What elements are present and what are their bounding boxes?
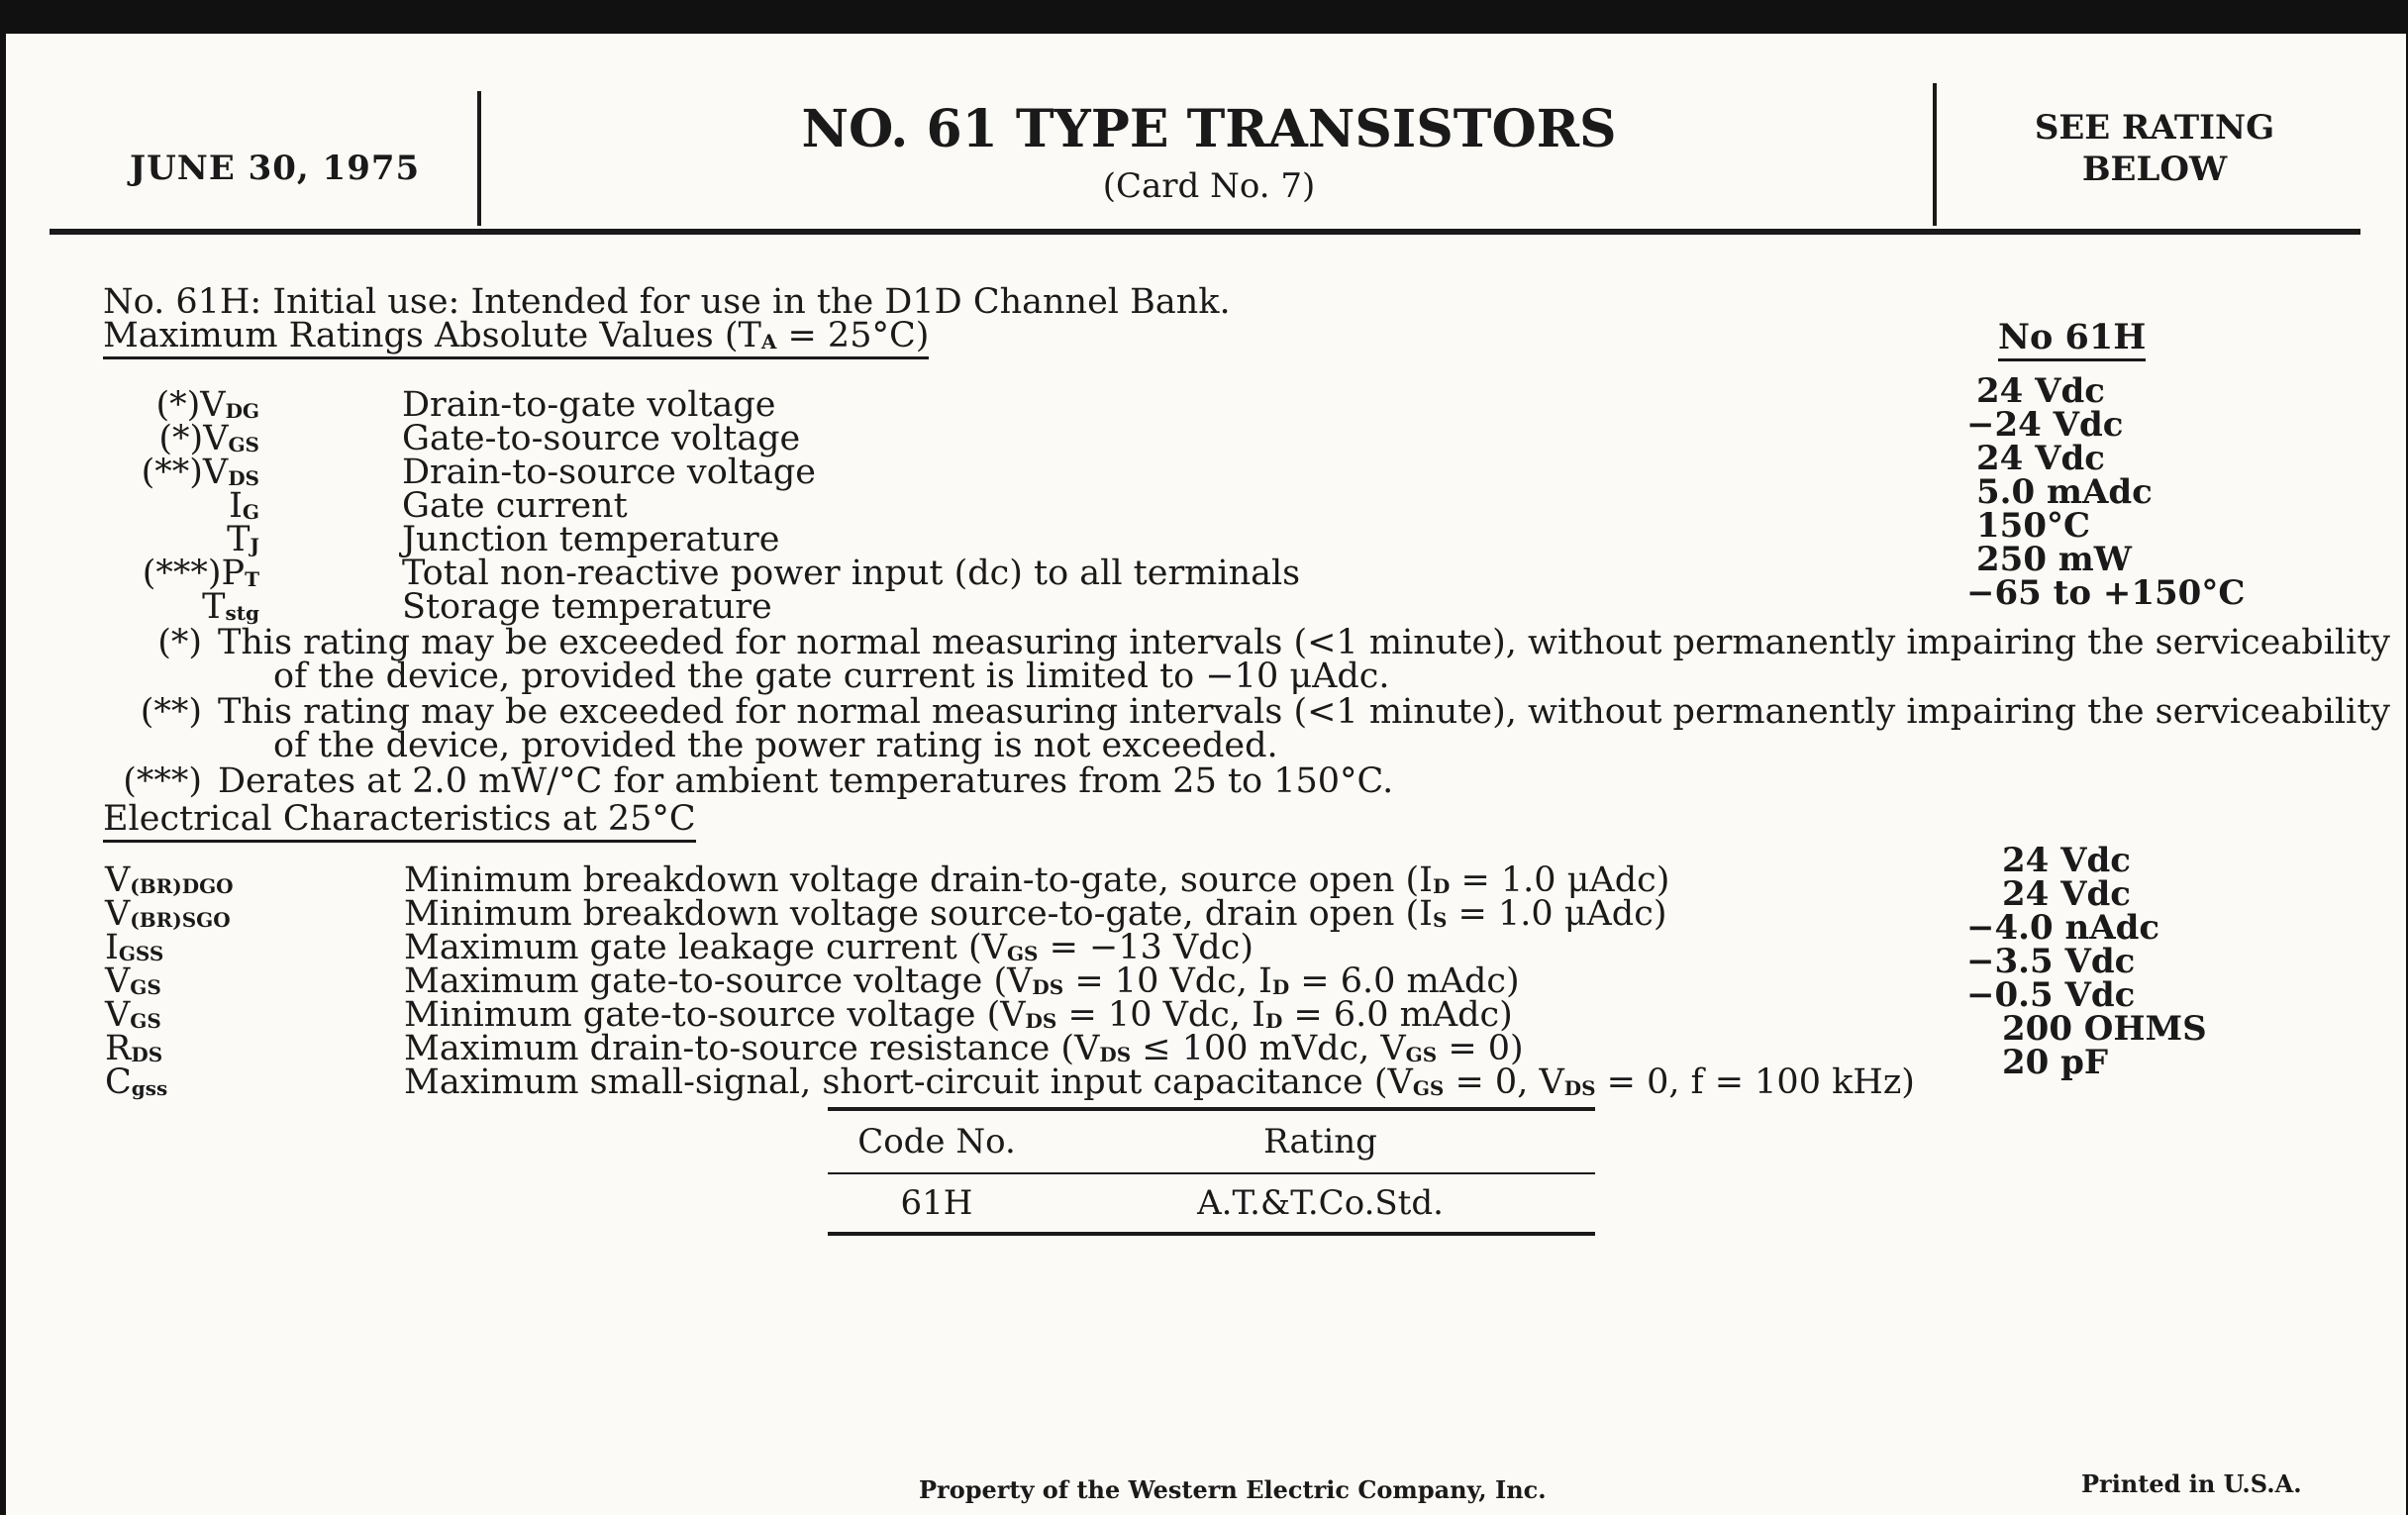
column-header-61h [1998, 317, 2147, 357]
electrical-value: 24 Vdc [2002, 841, 2132, 880]
electrical-symbol: $V_{(BR)SGO}$ [105, 894, 231, 934]
max-rating-desc: Total non-reactive power input (dc) to all terminals [402, 554, 1301, 593]
column-header-text: No 61H [1998, 317, 2146, 361]
note-text: Derates at 2.0 mW/°C for ambient temperatures from 25 to 150°C. [218, 761, 1394, 801]
note-mark: (**) [140, 692, 202, 732]
max-rating-symbol: $(**)V_{DS}$ [141, 453, 259, 492]
note-mark: (*) [157, 623, 202, 662]
property-footer: Property of the Western Electric Company, Inc. [919, 1475, 1547, 1504]
max-rating-symbol: $I_G$ [229, 486, 259, 526]
spec-card [6, 34, 2406, 1515]
table-row [828, 1173, 1595, 1234]
max-rating-desc: Storage temperature [402, 587, 772, 627]
max-rating-value: −24 Vdc [1966, 405, 2124, 445]
max-rating-value: 5.0 mAdc [1976, 472, 2153, 512]
electrical-value: 20 pF [2002, 1043, 2109, 1082]
electrical-desc: Maximum small-signal, short-circuit input capacitance ($V_{GS} = 0$, $V_{DS} = 0$, f = 100 kHz) [404, 1062, 1915, 1102]
printed-footer: Printed in U.S.A. [2081, 1469, 2302, 1498]
note-text: This rating may be exceeded for normal measuring intervals (<1 minute), without permanently impairing the serviceability [218, 692, 2391, 732]
max-rating-desc: Junction temperature [402, 520, 780, 559]
intro-line: No. 61H: Initial use: Intended for use in the D1D Channel Bank. [103, 282, 1231, 322]
max-rating-symbol: $T_{stg}$ [202, 587, 259, 627]
max-rating-desc: Drain-to-source voltage [402, 453, 817, 492]
electrical-symbol: $I_{GSS}$ [105, 928, 164, 967]
max-rating-value: 24 Vdc [1976, 371, 2106, 411]
electrical-desc: Maximum drain-to-source resistance ($V_{DS} \le 100$ mVdc, $V_{GS} = 0$) [404, 1029, 1524, 1068]
header-rule [50, 229, 2360, 235]
see-rating-line2: BELOW [2081, 150, 2228, 189]
rating-table-header-code: Code No. [828, 1109, 1046, 1173]
note-mark: (***) [123, 761, 202, 801]
electrical-desc: Minimum gate-to-source voltage ($V_{DS} = 10$ Vdc, $I_D = 6.0$ mAdc) [404, 995, 1513, 1035]
see-rating-line1: SEE RATING [2034, 108, 2275, 148]
electrical-heading [103, 799, 696, 839]
rating-table-code: 61H [828, 1173, 1046, 1234]
max-ratings-heading-sub: A [760, 330, 777, 354]
max-rating-desc: Gate-to-source voltage [402, 419, 801, 458]
max-rating-desc: Gate current [402, 486, 628, 526]
max-ratings-heading-text: Maximum Ratings Absolute Values (T [103, 316, 761, 355]
electrical-desc: Maximum gate leakage current ($V_{GS} = -13$ Vdc) [404, 928, 1254, 967]
electrical-value: −3.5 Vdc [1966, 942, 2136, 981]
electrical-desc: Minimum breakdown voltage drain-to-gate, source open ($I_D = 1.0$ μAdc) [404, 860, 1670, 900]
max-ratings-heading [103, 316, 930, 358]
see-rating-note [1947, 107, 2362, 190]
electrical-desc: Maximum gate-to-source voltage ($V_{DS} = 10$ Vdc, $I_D = 6.0$ mAdc) [404, 961, 1520, 1001]
note-text: of the device, provided the gate current is limited to −10 μAdc. [273, 656, 1390, 696]
note-text: This rating may be exceeded for normal measuring intervals (<1 minute), without permanently impairing the serviceability [218, 623, 2391, 662]
max-rating-value: −65 to +150°C [1966, 573, 2246, 613]
electrical-desc: Minimum breakdown voltage source-to-gate, drain open ($I_S = 1.0$ μAdc) [404, 894, 1667, 934]
max-ratings-heading-suffix: = 25°C) [776, 316, 930, 355]
rating-table-rating: A.T.&T.Co.Std. [1046, 1173, 1595, 1234]
rating-table-header [828, 1109, 1595, 1173]
max-rating-value: 250 mW [1976, 540, 2132, 579]
card-subtitle: (Card No. 7) [1102, 166, 1316, 206]
max-rating-symbol: $(*)V_{DG}$ [155, 385, 259, 425]
max-rating-desc: Drain-to-gate voltage [402, 385, 776, 425]
electrical-symbol: $C_{gss}$ [105, 1062, 168, 1102]
electrical-value: −0.5 Vdc [1966, 975, 2136, 1015]
card-date: JUNE 30, 1975 [130, 149, 421, 188]
rating-table-header-rating: Rating [1046, 1109, 1595, 1173]
card-title: NO. 61 TYPE TRANSISTORS [801, 99, 1617, 159]
electrical-value: −4.0 nAdc [1966, 908, 2160, 948]
electrical-value: 24 Vdc [2002, 874, 2132, 914]
rating-table [828, 1107, 1595, 1236]
max-rating-value: 150°C [1976, 506, 2091, 546]
max-rating-symbol: $(*)V_{GS}$ [158, 419, 259, 458]
electrical-symbol: $V_{GS}$ [105, 995, 161, 1035]
max-rating-value: 24 Vdc [1976, 439, 2106, 478]
electrical-value: 200 OHMS [2002, 1009, 2207, 1049]
note-text: of the device, provided the power rating is not exceeded. [273, 726, 1278, 765]
electrical-symbol: $R_{DS}$ [105, 1029, 163, 1068]
header-divider-right [1933, 83, 1937, 226]
max-rating-symbol: $T_J$ [227, 520, 259, 559]
max-rating-symbol: $(***)P_T$ [142, 554, 259, 593]
electrical-symbol: $V_{GS}$ [105, 961, 161, 1001]
electrical-symbol: $V_{(BR)DGO}$ [105, 860, 234, 900]
electrical-heading-text: Electrical Characteristics at 25°C [103, 799, 696, 843]
